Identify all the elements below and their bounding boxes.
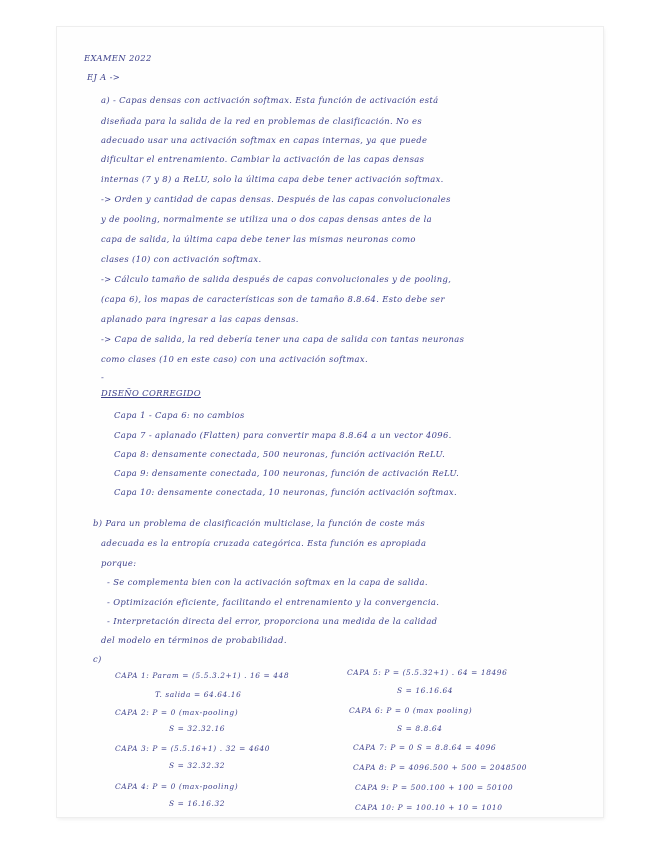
param-calc-right: CAPA 7: P = 0 S = 8.8.64 = 4096 [353,743,497,752]
part-a-line: - [101,372,105,382]
part-a-line: adecuado usar una activación softmax en capas internas, ya que puede [101,135,428,145]
part-a-line: y de pooling, normalmente se utiliza una o dos capas densas antes de la [101,214,433,224]
param-calc-left: CAPA 4: P = 0 (max-pooling) [115,782,239,791]
design-item: Capa 9: densamente conectada, 100 neuronas, función de activación ReLU. [114,468,460,478]
part-a-line: -> Orden y cantidad de capas densas. Después de las capas convolucionales [101,194,451,204]
part-b-line: adecuada es la entropía cruzada categórica. Esta función es apropiada [101,538,427,548]
param-calc-left: CAPA 3: P = (5.5.16+1) . 32 = 4640 [115,744,271,753]
design-item: Capa 8: densamente conectada, 500 neuronas, función activación ReLU. [114,449,446,459]
part-a-line: diseñada para la salida de la red en problemas de clasificación. No es [101,116,423,126]
part-a-line: a) - Capas densas con activación softmax. Esta función de activación está [101,95,439,105]
part-b-line: b) Para un problema de clasificación multiclase, la función de coste más [93,518,426,528]
part-a-line: capa de salida, la última capa debe tener las mismas neuronas como [101,234,416,244]
param-calc-left: CAPA 1: Param = (5.5.3.2+1) . 16 = 448 [115,671,290,680]
param-calc-right: CAPA 9: P = 500.100 + 100 = 50100 [355,783,514,792]
param-calc-right: CAPA 8: P = 4096.500 + 500 = 2048500 [353,763,528,772]
exercise-label: EJ A -> [87,72,121,82]
param-calc-right: CAPA 10: P = 100.10 + 10 = 1010 [355,803,503,812]
param-calc-left: S = 32.32.32 [169,761,226,770]
part-a-line: (capa 6), los mapas de características son de tamaño 8.8.64. Esto debe ser [101,294,445,304]
part-b-line: del modelo en términos de probabilidad. [101,635,287,645]
exam-title: EXAMEN 2022 [84,53,152,63]
param-calc-right: S = 8.8.64 [397,724,443,733]
param-calc-right: S = 16.16.64 [397,686,454,695]
param-calc-right: CAPA 6: P = 0 (max pooling) [349,706,473,715]
part-b-line: - Se complementa bien con la activación softmax en la capa de salida. [107,577,428,587]
part-a-line: aplanado para ingresar a las capas densas. [101,314,299,324]
param-calc-left: CAPA 2: P = 0 (max-pooling) [115,708,239,717]
part-b-line: - Interpretación directa del error, proporciona una medida de la calidad [107,616,438,626]
corrected-design-heading: DISEÑO CORREGIDO [101,388,201,398]
part-a-line: -> Capa de salida, la red debería tener una capa de salida con tantas neuronas [101,334,465,344]
part-a-line: -> Cálculo tamaño de salida después de capas convolucionales y de pooling, [101,274,452,284]
part-a-line: clases (10) con activación softmax. [101,254,262,264]
param-calc-left: S = 16.16.32 [169,799,226,808]
design-item: Capa 1 - Capa 6: no cambios [114,410,245,420]
part-b-line: porque: [101,558,137,568]
param-calc-left: T. salida = 64.64.16 [155,690,242,699]
design-item: Capa 7 - aplanado (Flatten) para convertir mapa 8.8.64 a un vector 4096. [114,430,452,440]
design-item: Capa 10: densamente conectada, 10 neuronas, función activación softmax. [114,487,458,497]
part-a-line: dificultar el entrenamiento. Cambiar la activación de las capas densas [101,154,425,164]
exam-sheet [57,27,603,817]
param-calc-right: CAPA 5: P = (5.5.32+1) . 64 = 18496 [347,668,508,677]
part-c-label: c) [93,654,102,664]
part-a-line: como clases (10 en este caso) con una activación softmax. [101,354,368,364]
param-calc-left: S = 32.32.16 [169,724,226,733]
part-b-line: - Optimización eficiente, facilitando el entrenamiento y la convergencia. [107,597,440,607]
part-a-line: internas (7 y 8) a ReLU, solo la última capa debe tener activación softmax. [101,174,444,184]
handwritten-content [57,27,603,817]
